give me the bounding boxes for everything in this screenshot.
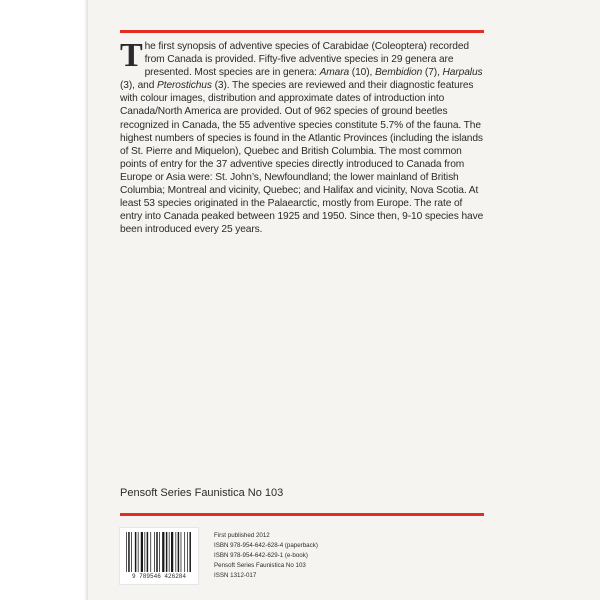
abstract-segment: (3). The species are reviewed and their diagnostic features with colour images, distribution and approximate dates of introduction into Canada/North America are provided. Out of 962 species of ground beetles recognized in Canada, the 55 adventive species constitute 5.7% of the fauna. The highest numbers of species is found in the Atlantic Provinces (including the islands of St. Pierre and Miquelon), Quebec and British Columbia. The most common points of entry for the 37 adventive species directly introduced to Canada from Europe or Asia were: St. John’s, Newfoundland; the lower mainland of British Columbia; Montreal and vicinity, Quebec; and Halifax and vicinity, Nova Scotia. At least 53 species originated in the Palaearctic, mostly from Europe. The rate of entry into Canada peaked between 1925 and 1950. Since then, 9-10 species have been introduced every 25 years. (120, 80, 484, 236)
spine-shadow (84, 0, 88, 600)
imprint-series: Pensoft Series Faunistica No 103 (214, 562, 306, 569)
barcode-digits: 9 789546 426284 (131, 573, 186, 580)
imprint-issn: ISSN 1312-017 (214, 572, 257, 579)
bottom-red-rule (120, 513, 484, 516)
imprint-isbn-paperback: ISBN 978-954-642-628-4 (paperback) (214, 542, 318, 549)
abstract-segment: (3), and (120, 80, 158, 92)
genus-name: Amara (319, 67, 350, 79)
genus-name: Harpalus (442, 67, 483, 79)
abstract-segment: (10), (349, 67, 375, 79)
series-title: Pensoft Series Faunistica No 103 (120, 487, 284, 499)
abstract-segment: (7), (422, 67, 443, 79)
abstract-segment: he first synopsis of adventive species of Carabidae (Coleoptera) recorded from Canada is provided. Fifty-five adventive species in 29 genera are presented. Most species are in genera: (144, 41, 469, 79)
imprint-block (214, 531, 434, 581)
imprint-first-published: First published 2012 (214, 532, 270, 539)
isbn-barcode (119, 527, 199, 585)
genus-name: Bembidion (374, 67, 423, 79)
barcode-bars (126, 532, 192, 572)
genus-name: Pterostichus (157, 80, 212, 92)
top-red-rule (120, 30, 484, 33)
imprint-isbn-ebook: ISBN 978-954-642-629-1 (e-book) (214, 552, 308, 559)
abstract-text (120, 37, 486, 236)
drop-cap: T (120, 37, 143, 74)
